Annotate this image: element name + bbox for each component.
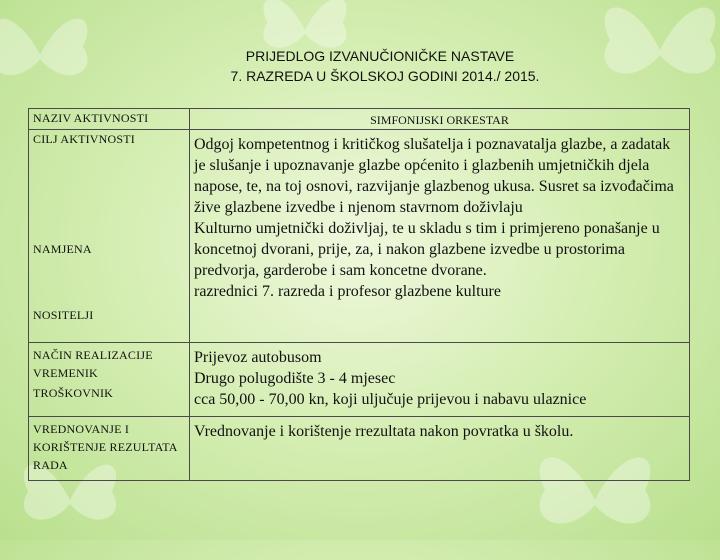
activity-name-label: NAZIV AKTIVNOSTI — [29, 109, 190, 130]
goal-purpose-holders-labels — [29, 130, 190, 343]
cost-label: TROŠKOVNIK — [33, 386, 113, 400]
table-row — [29, 343, 690, 417]
goal-value: Odgoj kompetentnog i kritičkog slušatelja i poznavatalja glazbe, a zadatak je slušanje i upoznavanje glazbe općenito i glazbenih umjetničkih djela napose, te, na toj osnovi, razvijanje glazbenog ukusa. Susret sa izvođačima žive glazbene izvedbe i njenom stavrnom doživlaju — [194, 136, 674, 216]
holders-label: NOSITELJI — [33, 308, 94, 322]
method-label: NAČIN REALIZACIJE — [33, 348, 153, 362]
activity-table — [28, 108, 690, 481]
method-time-cost-values — [190, 343, 690, 417]
method-time-cost-labels — [29, 343, 190, 417]
goal-label: CILJ AKTIVNOSTI — [33, 132, 135, 146]
activity-name-value: SIMFONIJSKI ORKESTAR — [190, 109, 690, 130]
purpose-value: Kulturno umjetnički doživljaj, te u skladu s tim i primjereno ponašanje u koncetnoj dvorani, prije, za, i nakon glazbene izvedbe u prostorima predvorja, garderobe i sam koncetne dvorane. — [194, 220, 660, 279]
evaluation-label: VREDNOVANJE I KORIŠTENJE REZULTATA RADA — [29, 417, 190, 481]
cost-value: cca 50,00 - 70,00 kn, koji uljučuje prijevou i nabavu ulaznice — [194, 391, 587, 408]
table-row — [29, 417, 690, 481]
page-title — [0, 46, 720, 86]
purpose-label: NAMJENA — [33, 242, 92, 256]
method-value: Prijevoz autobusom — [194, 349, 322, 366]
title-line-2: 7. RAZREDA U ŠKOLSKOJ GODINI 2014./ 2015. — [230, 68, 540, 84]
table-row — [29, 109, 690, 130]
time-label: VREMENIK — [33, 366, 98, 380]
evaluation-value: Vrednovanje i korištenje rrezultata nakon povratka u školu. — [190, 417, 690, 481]
table-row — [29, 130, 690, 343]
goal-purpose-holders-values — [190, 130, 690, 343]
time-value: Drugo polugodište 3 - 4 mjesec — [194, 370, 396, 387]
holders-value: razrednici 7. razreda i profesor glazbene kulture — [194, 283, 501, 300]
title-line-1: PRIJEDLOG IZVANUČIONIČKE NASTAVE — [245, 48, 515, 64]
